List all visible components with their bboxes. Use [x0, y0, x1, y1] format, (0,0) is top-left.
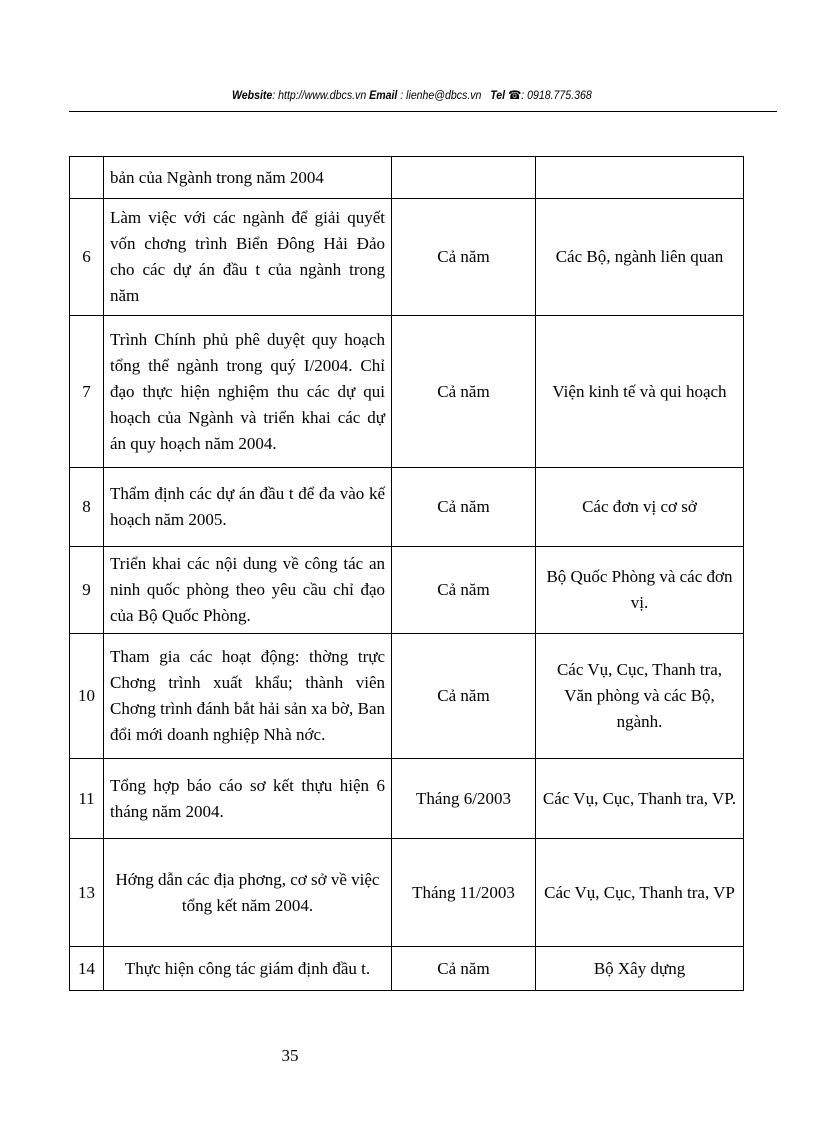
- page-number: 35: [281, 1046, 299, 1065]
- task-table: [69, 156, 744, 991]
- table-row: [70, 547, 744, 634]
- row-number: 10: [70, 634, 104, 759]
- unit-cell: Bộ Xây dựng: [536, 947, 744, 991]
- table-row: [70, 468, 744, 547]
- task-text: Hớng dẫn các địa phơng, cơ sở về việc tổng kết năm 2004.: [104, 839, 392, 947]
- phone-icon: ☎: [508, 88, 522, 102]
- page-header: [53, 88, 771, 102]
- task-text: Thẩm định các dự án đầu t để đa vào kế hoạch năm 2005.: [104, 468, 392, 547]
- email-value: : lienhe@dbcs.vn: [397, 88, 482, 102]
- row-number: 11: [70, 759, 104, 839]
- unit-cell: Các Vụ, Cục, Thanh tra, Văn phòng và các Bộ, ngành.: [536, 634, 744, 759]
- task-text: Trình Chính phủ phê duyệt quy hoạch tổng thể ngành trong quý I/2004. Chỉ đạo thực hiện nghiệm thu các dự qui hoạch của Ngành và triển khai các dự án quy hoạch năm 2004.: [104, 316, 392, 468]
- row-number: 14: [70, 947, 104, 991]
- table-row: [70, 634, 744, 759]
- time-cell: Cả năm: [392, 468, 536, 547]
- unit-cell: Viện kinh tế và qui hoạch: [536, 316, 744, 468]
- time-cell: Tháng 11/2003: [392, 839, 536, 947]
- website-label: Website: [231, 88, 273, 102]
- table-row: [70, 759, 744, 839]
- table-row: [70, 947, 744, 991]
- unit-cell: Các Vụ, Cục, Thanh tra, VP: [536, 839, 744, 947]
- time-cell: Cả năm: [392, 316, 536, 468]
- table-row: [70, 316, 744, 468]
- task-text: Triển khai các nội dung về công tác an ninh quốc phòng theo yêu cầu chỉ đạo của Bộ Quốc Phòng.: [104, 547, 392, 634]
- time-cell: [392, 157, 536, 199]
- row-number: 9: [70, 547, 104, 634]
- time-cell: Cả năm: [392, 634, 536, 759]
- header-divider: [69, 111, 777, 112]
- row-number: 6: [70, 199, 104, 316]
- time-cell: Tháng 6/2003: [392, 759, 536, 839]
- time-cell: Cả năm: [392, 947, 536, 991]
- table-row: [70, 157, 744, 199]
- table-row: [70, 839, 744, 947]
- tel-value: : 0918.775.368: [521, 88, 592, 102]
- row-number: 8: [70, 468, 104, 547]
- table-row: [70, 199, 744, 316]
- unit-cell: Các Vụ, Cục, Thanh tra, VP.: [536, 759, 744, 839]
- task-text: Tham gia các hoạt động: thờng trực Chơng trình xuất khẩu; thành viên Chơng trình đánh bắt hải sản xa bờ, Ban đổi mới doanh nghiệp Nhà nớc.: [104, 634, 392, 759]
- unit-cell: Bộ Quốc Phòng và các đơn vị.: [536, 547, 744, 634]
- task-text: Tổng hợp báo cáo sơ kết thựu hiện 6 tháng năm 2004.: [104, 759, 392, 839]
- task-text: bản của Ngành trong năm 2004: [104, 157, 392, 199]
- row-number: 13: [70, 839, 104, 947]
- email-label: Email: [369, 88, 398, 102]
- website-value: : http://www.dbcs.vn: [272, 88, 367, 102]
- unit-cell: Các Bộ, ngành liên quan: [536, 199, 744, 316]
- row-number: 7: [70, 316, 104, 468]
- time-cell: Cả năm: [392, 547, 536, 634]
- task-text: Thực hiện công tác giám định đầu t.: [104, 947, 392, 991]
- time-cell: Cả năm: [392, 199, 536, 316]
- unit-cell: Các đơn vị cơ sở: [536, 468, 744, 547]
- tel-label: Tel: [490, 88, 506, 102]
- unit-cell: [536, 157, 744, 199]
- task-text: Làm việc với các ngành để giải quyết vốn chơng trình Biển Đông Hải Đảo cho các dự án đầu t của ngành trong năm: [104, 199, 392, 316]
- row-number: [70, 157, 104, 199]
